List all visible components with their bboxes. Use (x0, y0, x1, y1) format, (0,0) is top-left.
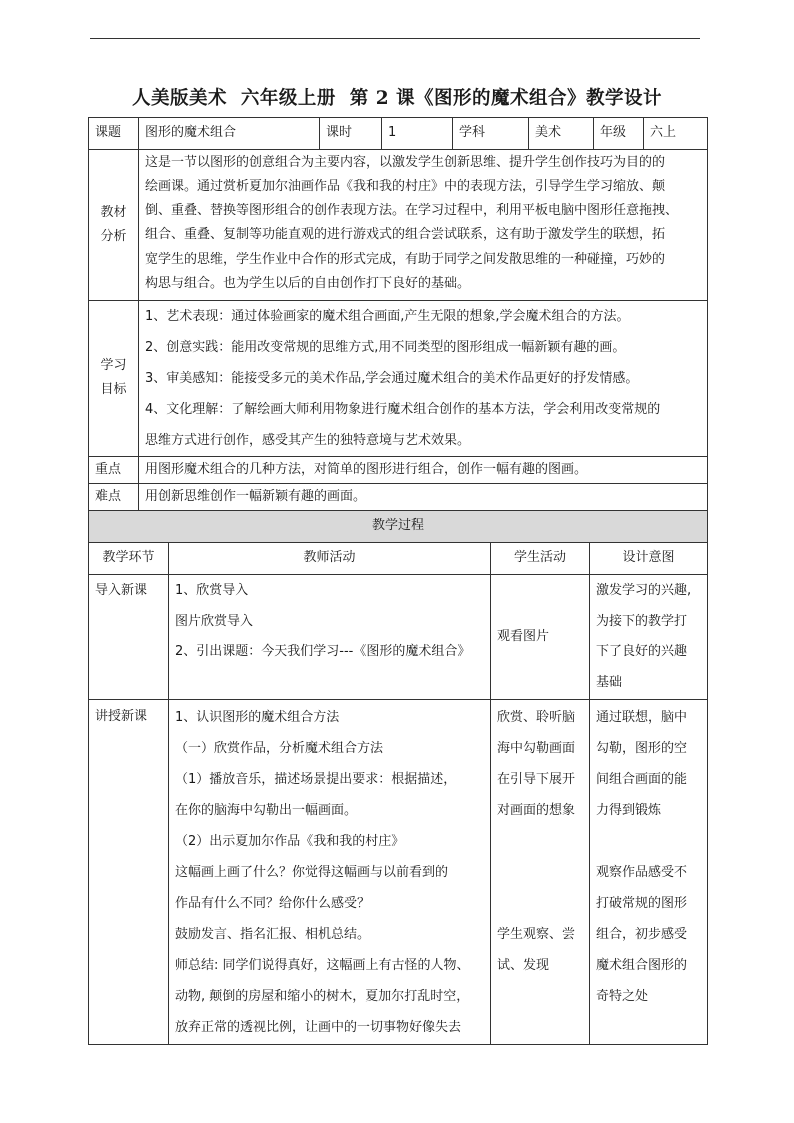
topic-value: 图形的魔术组合 (139, 118, 320, 150)
subject-value: 美术 (529, 118, 594, 150)
hours-label: 课时 (320, 118, 382, 150)
stage-new-lesson: 讲授新课 (89, 700, 169, 1045)
col-intent-header: 设计意图 (590, 543, 708, 575)
objectives-text: 1、艺术表现：通过体验画家的魔术组合画面,产生无限的想象,学会魔术组合的方法。 2、创意实践：能用改变常规的思维方式,用不同类型的图形组成一幅新颖有趣的画。 3、审美感知：能接受多元的美术作品,学会通过魔术组合的美术作品更好的抒发情感。 4、文化理解：了解绘画大师利用物象进行魔术组合创作的基本方法，学会利用改变常规的 思维方式进行创作，感受其产生的独特意境与艺术效果。 (139, 300, 708, 456)
student-new-lesson: 欣赏、聆听脑 海中勾勒画面 在引导下展开 对画面的想象 学生观察、尝 试、发现 (491, 700, 590, 1045)
grade-value: 六上 (644, 118, 708, 150)
teacher-intro: 1、欣赏导入 图片欣赏导入 2、引出课题：今天我们学习---《图形的魔术组合》 (169, 575, 491, 700)
student-intro: 观看图片 (491, 575, 590, 700)
key-point-label: 重点 (89, 456, 139, 483)
teaching-process-table (88, 510, 708, 1045)
page-title: 人美版美术 六年级上册 第 2 课《图形的魔术组合》教学设计 (131, 88, 663, 109)
teacher-new-lesson: 1、认识图形的魔术组合方法 （一）欣赏作品，分析魔术组合方法 （1）播放音乐，描述场景提出要求：根据描述， 在你的脑海中勾勒出一幅画面。 （2）出示夏加尔作品《我和我的村庄》 这幅画上画了什么？你觉得这幅画与以前看到的 作品有什么不同？给你什么感受？ 鼓励发言、指名汇报、相机总结。 师总结: 同学们说得真好，这幅画上有古怪的人物、 动物, 颠倒的房屋和缩小的树木，夏加尔打乱时空， 放弃正常的透视比例，让画中的一切事物好像失去 (169, 700, 491, 1045)
analysis-label: 教材 分析 (89, 149, 139, 300)
hours-value: 1 (382, 118, 453, 150)
intent-intro: 激发学习的兴趣, 为接下的教学打 下了良好的兴趣 基础 (590, 575, 708, 700)
difficulty-text: 用创新思维创作一幅新颖有趣的画面。 (139, 483, 708, 510)
key-point-text: 用图形魔术组合的几种方法，对简单的图形进行组合，创作一幅有趣的图画。 (139, 456, 708, 483)
difficulty-label: 难点 (89, 483, 139, 510)
subject-label: 学科 (453, 118, 529, 150)
grade-label: 年级 (594, 118, 644, 150)
col-teacher-header: 教师活动 (169, 543, 491, 575)
process-heading: 教学过程 (89, 511, 708, 543)
stage-intro: 导入新课 (89, 575, 169, 700)
analysis-text: 这是一节以图形的创意组合为主要内容，以激发学生创新思维、提升学生创作技巧为目的的 绘画课。通过赏析夏加尔油画作品《我和我的村庄》中的表现方法，引导学生学习缩放、颠 倒、重叠、替换等图形组合的创作表现方法。在学习过程中，利用平板电脑中图形任意拖拽、 组合、重叠、复制等功能直观的进行游戏式的组合尝试联系，这有助于激发学生的联想，拓 宽学生的思维，学生作业中合作的形式完成，有助于同学之间发散思维的一种碰撞，巧妙的 构思与组合。也为学生以后的自由创作打下良好的基础。 (139, 149, 708, 300)
intent-new-lesson: 通过联想，脑中 勾勒，图形的空 间组合画面的能 力得到锻炼 观察作品感受不 打破常规的图形 组合，初步感受 魔术组合图形的 奇特之处 (590, 700, 708, 1045)
lesson-info-table (88, 117, 708, 511)
objectives-label: 学习 目标 (89, 300, 139, 456)
col-stage-header: 教学环节 (89, 543, 169, 575)
col-student-header: 学生活动 (491, 543, 590, 575)
header-rule (90, 38, 700, 39)
topic-label: 课题 (89, 118, 139, 150)
